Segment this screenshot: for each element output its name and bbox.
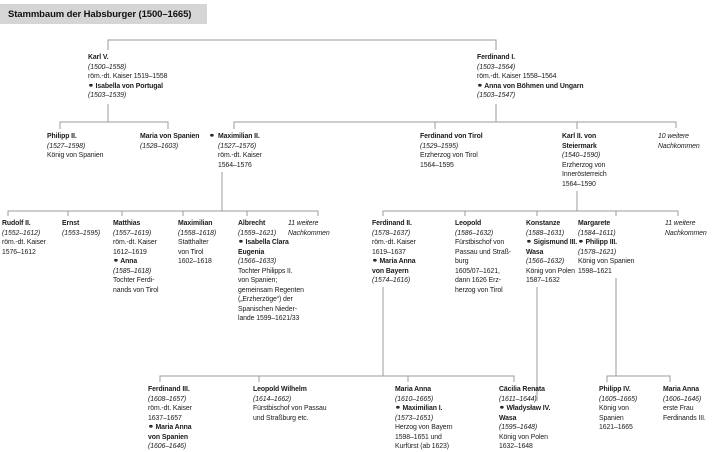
person-node-matthias (113, 218, 162, 294)
connector-gen1-sibling-bracket (108, 40, 496, 50)
person-node-maria-von-spanien (140, 131, 205, 150)
person-dates: Nachkommen (288, 227, 330, 237)
person-detail: König von Polen (499, 431, 548, 441)
person-dates: 10 weitere (658, 131, 689, 140)
person-dates: Nachkommen (658, 140, 700, 150)
person-dates: (1586–1632) (455, 227, 494, 237)
person-name: Ferdinand von Tirol (420, 131, 483, 140)
person-detail: röm.-dt. Kaiser (218, 150, 262, 159)
person-detail: 1564–1576 (218, 159, 252, 169)
person-detail: König von Spanien (47, 150, 104, 159)
person-dates: (1611–1644) (499, 393, 537, 403)
person-detail: Fürstbischof von Passau (253, 403, 327, 412)
person-node-maria-anna (395, 384, 458, 451)
person-detail: Erzherzog von (562, 159, 606, 169)
person-detail: Erzherzog von Tirol (420, 150, 478, 159)
connector-karl-v-children-bracket (60, 122, 168, 129)
person-name: von Bayern (372, 265, 409, 275)
person-detail: gemeinsam Regenten (238, 284, 304, 294)
person-node-maximilian-ii (218, 131, 266, 169)
person-dates: (1588–1631) (526, 227, 565, 237)
person-dates: (1557–1619) (113, 227, 152, 237)
person-name: Wasa (526, 246, 544, 256)
person-node-rudolf-ii (2, 218, 50, 256)
person-detail: Fürstbischof von (455, 237, 505, 246)
person-name: Cäcilia Renata (499, 384, 545, 393)
person-name: ⚭ Isabella von Portugal (88, 80, 163, 90)
person-detail: 1576–1612 (2, 246, 36, 256)
person-name: Maximilian II. (218, 131, 260, 140)
person-dates: (1573–1651) (395, 412, 434, 422)
connector-karl-ii-children-bracket (383, 211, 678, 216)
person-dates: (1553–1595) (62, 227, 101, 237)
person-dates: (1566–1632) (526, 256, 565, 265)
person-detail: dann 1626 Erz- (455, 275, 501, 284)
person-node-weitere-nachkommen-11-rechts (665, 218, 710, 237)
person-dates: (1574–1616) (372, 275, 411, 284)
person-detail: Spanischen Nieder- (238, 303, 297, 313)
person-detail: herzog von Tirol (455, 284, 503, 294)
person-name: Ferdinand I. (477, 52, 516, 61)
person-dates: 11 weitere (665, 218, 696, 227)
person-name: Ferdinand II. (372, 218, 412, 227)
person-node-ernst (62, 218, 103, 237)
person-detail: 1632–1648 (499, 441, 533, 450)
person-name: ⚭ Anna (113, 256, 138, 265)
person-node-ferdinand-i (477, 52, 593, 100)
connector-margarete-children-bracket (607, 376, 670, 382)
person-name: Maximilian (178, 218, 213, 227)
person-node-leopold (455, 218, 516, 294)
person-name: ⚭ Maria Anna (148, 422, 192, 431)
person-detail: 1605/07–1621, (455, 265, 500, 275)
diagram-title-bar (0, 4, 207, 24)
person-detail: von Spanien; (238, 275, 278, 284)
person-dates: (1503–1547) (477, 90, 516, 99)
person-dates: 11 weitere (288, 218, 319, 227)
person-detail: Tochter Ferdi- (113, 275, 155, 284)
person-detail: 1619–1637 (372, 246, 406, 256)
person-detail: und Straßburg etc. (253, 412, 309, 422)
connector-ferdinand-i-children-bracket (234, 122, 676, 129)
person-name: Philipp IV. (599, 384, 631, 393)
person-node-caecilia-renata (499, 384, 555, 451)
person-name: von Spanien (148, 431, 189, 441)
person-detail: röm.-dt. Kaiser (2, 237, 46, 246)
person-node-marriage-maria-maximilian (209, 131, 215, 141)
person-detail: Spanien (599, 412, 624, 422)
person-dates: (1500–1558) (88, 61, 127, 71)
person-detail: König von Polen (526, 265, 575, 275)
person-name: ⚭ (209, 131, 215, 140)
person-dates: (1540–1590) (562, 150, 601, 159)
person-dates: (1503–1539) (88, 90, 127, 99)
person-dates: (1503–1564) (477, 61, 516, 71)
person-name: ⚭ Philipp III. (578, 237, 617, 246)
person-detail: 1602–1618 (178, 256, 212, 265)
person-detail: Passau und Straß- (455, 246, 511, 256)
person-detail: 1564–1590 (562, 178, 596, 188)
person-detail: röm.-dt. Kaiser (148, 403, 192, 412)
person-name: ⚭ Anna von Böhmen und Ungarn (477, 80, 584, 90)
person-dates: (1552–1612) (2, 227, 41, 237)
person-node-weitere-nachkommen-10 (658, 131, 703, 150)
person-name: Matthias (113, 218, 141, 227)
person-dates: (1558–1618) (178, 227, 217, 237)
person-dates: (1527–1598) (47, 140, 86, 150)
person-detail: 1637–1657 (148, 412, 182, 422)
person-detail: 1598–1621 (578, 265, 612, 275)
person-detail: 1598–1651 und (395, 431, 442, 441)
person-detail: erste Frau (663, 403, 694, 412)
person-name: Karl V. (88, 52, 109, 61)
person-node-weitere-nachkommen-11-links (288, 218, 333, 237)
person-name: Leopold (455, 218, 482, 227)
person-node-maria-anna-2 (663, 384, 709, 422)
person-name: ⚭ Sigismund III. (526, 237, 578, 246)
person-detail: burg (455, 256, 469, 265)
person-detail: röm.-dt. Kaiser 1558–1564 (477, 71, 557, 80)
person-detail: Kurfürst (ab 1623) (395, 441, 449, 450)
person-name: Steiermark (562, 140, 597, 150)
person-detail: röm.-dt. Kaiser (372, 237, 416, 246)
person-name: Wasa (499, 412, 517, 422)
person-name: Albrecht (238, 218, 266, 227)
person-detail: 1587–1632 (526, 275, 560, 284)
person-name: ⚭ Isabella Clara (238, 237, 289, 246)
person-detail: nands von Tirol (113, 284, 159, 294)
person-node-ferdinand-von-tirol (420, 131, 488, 169)
person-detail: Ferdinands III. (663, 412, 706, 422)
person-node-maximilian (178, 218, 219, 266)
person-detail: König von (599, 403, 629, 412)
person-name: Karl II. von (562, 131, 597, 140)
person-detail: 1612–1619 (113, 246, 147, 256)
person-dates: (1595–1648) (499, 422, 538, 431)
person-node-ferdinand-ii (372, 218, 420, 285)
person-dates: (1528–1603) (140, 140, 179, 150)
person-dates: (1585–1618) (113, 265, 152, 275)
person-name: Margarete (578, 218, 611, 227)
person-detail: röm.-dt. Kaiser 1519–1558 (88, 71, 168, 80)
person-detail: Tochter Philipps II. (238, 265, 293, 275)
person-dates: (1566–1633) (238, 256, 277, 265)
person-name: Philipp II. (47, 131, 77, 140)
person-detail: röm.-dt. Kaiser (113, 237, 157, 246)
person-dates: (1606–1646) (663, 393, 702, 403)
person-dates: (1559–1621) (238, 227, 277, 237)
person-dates: (1614–1662) (253, 393, 292, 403)
person-detail: lande 1599–1621/33 (238, 313, 300, 322)
connector-ferdinand-ii-children-bracket (160, 376, 514, 382)
person-detail: Herzog von Bayern (395, 422, 453, 431)
person-dates: (1584–1611) (578, 227, 616, 237)
person-dates: (1529–1595) (420, 140, 459, 150)
person-dates: (1610–1665) (395, 393, 434, 403)
person-node-ferdinand-iii (148, 384, 196, 451)
person-detail: Innerösterreich (562, 169, 607, 178)
person-node-leopold-wilhelm (253, 384, 333, 422)
person-node-margarete (578, 218, 639, 275)
person-node-konstanze (526, 218, 582, 285)
person-name: Rudolf II. (2, 218, 31, 227)
person-dates: (1606–1646) (148, 441, 187, 450)
person-name: Maria von Spanien (140, 131, 200, 140)
person-name: Maria Anna (395, 384, 432, 393)
person-node-philipp-ii (47, 131, 108, 160)
person-name: ⚭ Maximilian I. (395, 403, 443, 412)
person-name: Maria Anna (663, 384, 700, 393)
person-name: Ernst (62, 218, 80, 227)
person-node-karl-v (88, 52, 174, 100)
person-node-karl-ii-von-steiermark (562, 131, 611, 188)
person-name: ⚭ Maria Anna (372, 256, 416, 265)
person-dates: (1605–1665) (599, 393, 638, 403)
person-detail: König von Spanien (578, 256, 635, 265)
person-detail: 1621–1665 (599, 422, 633, 431)
person-node-philipp-iv (599, 384, 640, 432)
person-dates: (1608–1657) (148, 393, 187, 403)
person-detail: („Erzherzöge“) der (238, 294, 293, 303)
person-detail: von Tirol (178, 246, 204, 256)
person-name: ⚭ Władysław IV. (499, 403, 551, 412)
person-name: Eugenia (238, 246, 265, 256)
person-dates: Nachkommen (665, 227, 707, 237)
person-detail: Statthalter (178, 237, 209, 246)
person-name: Konstanze (526, 218, 561, 227)
person-dates: (1578–1637) (372, 227, 411, 237)
person-dates: (1527–1576) (218, 140, 257, 150)
person-detail: 1564–1595 (420, 159, 454, 169)
diagram-title: Stammbaum der Habsburger (1500–1665) (8, 8, 192, 20)
connector-maximilian-ii-children-bracket (8, 211, 318, 216)
person-dates: (1578–1621) (578, 246, 617, 256)
person-name: Leopold Wilhelm (253, 384, 307, 393)
person-name: Ferdinand III. (148, 384, 190, 393)
